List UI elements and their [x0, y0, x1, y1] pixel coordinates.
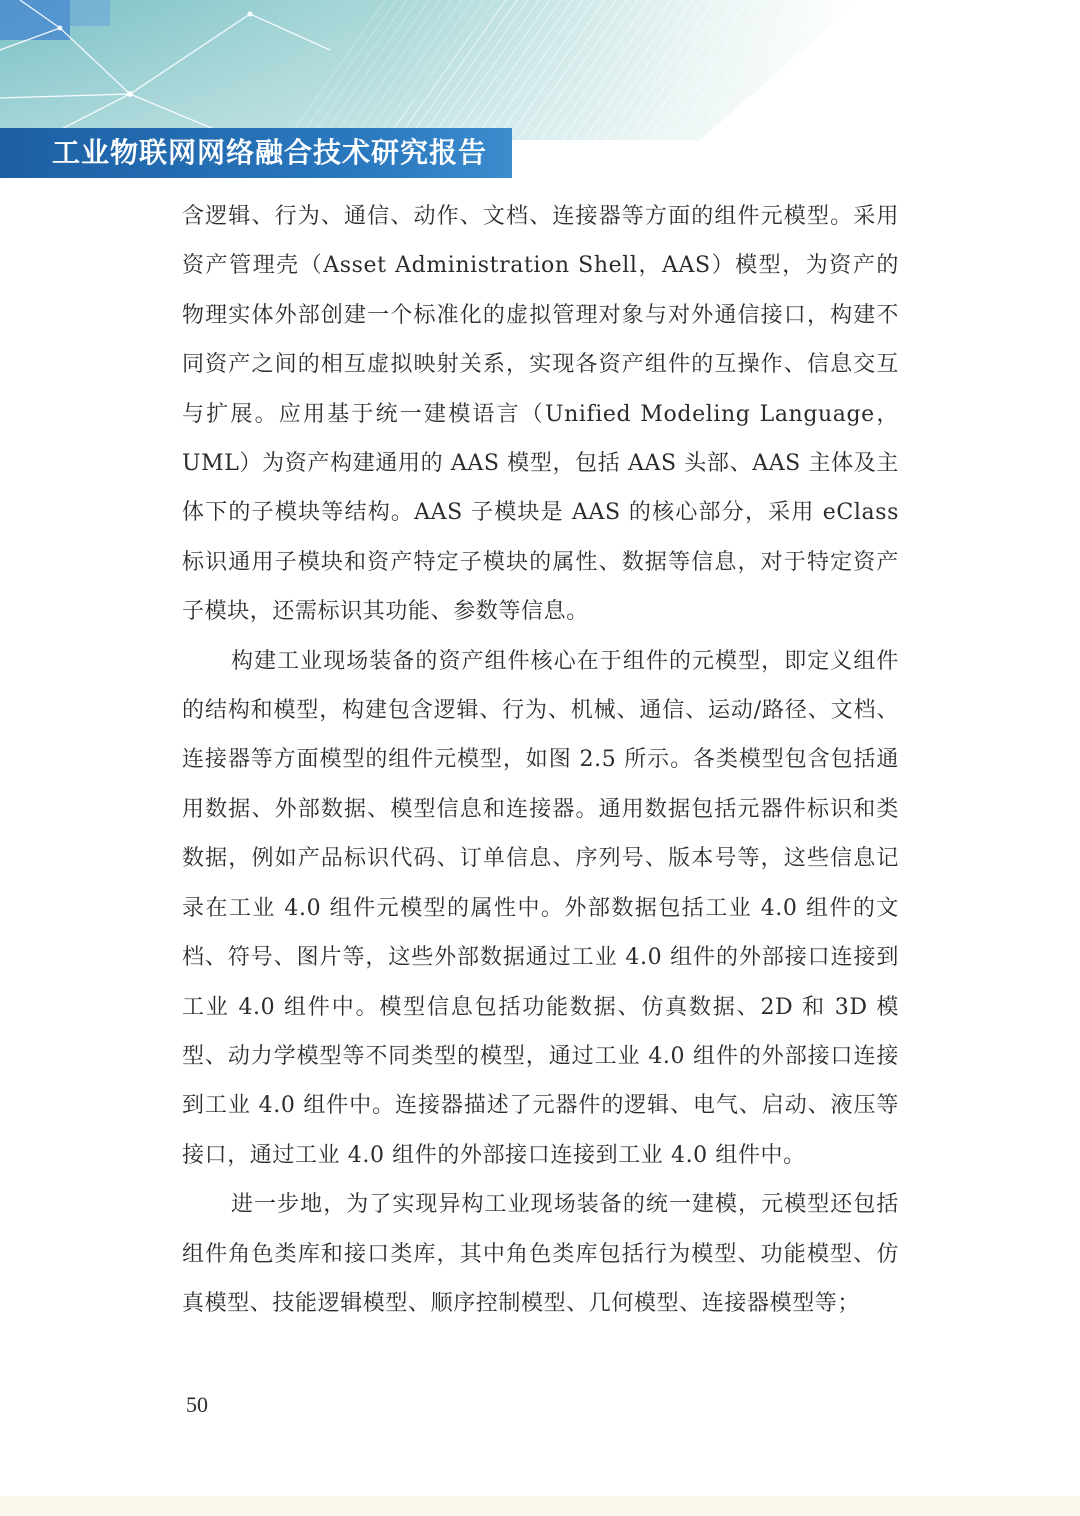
bottom-band — [0, 1496, 1080, 1516]
paragraph: 含逻辑、行为、通信、动作、文档、连接器等方面的组件元模型。采用资产管理壳（Asset Administration Shell，AAS）模型，为资产的物理实体外部创建一个标准化的虚拟管理对象与对外通信接口，构建不同资产之间的相互虚拟映射关系，实现各资产组件的互操作、信息交互与扩展。应用基于统一建模语言（Unified Modeling Language，UML）为资产构建通用的 AAS 模型，包括 AAS 头部、AAS 主体及主体下的子模块等结构。AAS 子模块是 AAS 的核心部分，采用 eClass 标识通用子模块和资产特定子模块的属性、数据等信息，对于特定资产子模块，还需标识其功能、参数等信息。 — [182, 204, 899, 625]
body-text — [182, 192, 899, 1328]
header-title-bar — [0, 128, 512, 178]
paragraph: 进一步地，为了实现异构工业现场装备的统一建模，元模型还包括组件角色类库和接口类库，其中角色类库包括行为模型、功能模型、仿真模型、技能逻辑模型、顺序控制模型、几何模型、连接器模型等； — [182, 1192, 899, 1316]
report-title: 工业物联网网络融合技术研究报告 — [52, 136, 488, 169]
page-number: 50 — [186, 1392, 208, 1417]
paragraph: 构建工业现场装备的资产组件核心在于组件的元模型，即定义组件的结构和模型，构建包含逻辑、行为、机械、通信、运动/路径、文档、连接器等方面模型的组件元模型，如图 2.5 所示。各类模型包含包括通用数据、外部数据、模型信息和连接器。通用数据包括元器件标识和类数据，例如产品标识代码、订单信息、序列号、版本号等，这些信息记录在工业 4.0 组件元模型的属性中。外部数据包括工业 4.0 组件的文档、符号、图片等，这些外部数据通过工业 4.0 组件的外部接口连接到工业 4.0 组件中。模型信息包括功能数据、仿真数据、2D 和 3D 模型、动力学模型等不同类型的模型，通过工业 4.0 组件的外部接口连接到工业 4.0 组件中。连接器描述了元器件的逻辑、电气、启动、液压等接口，通过工业 4.0 组件的外部接口连接到工业 4.0 组件中。 — [182, 648, 899, 1168]
header-banner-graphic — [0, 0, 1080, 140]
